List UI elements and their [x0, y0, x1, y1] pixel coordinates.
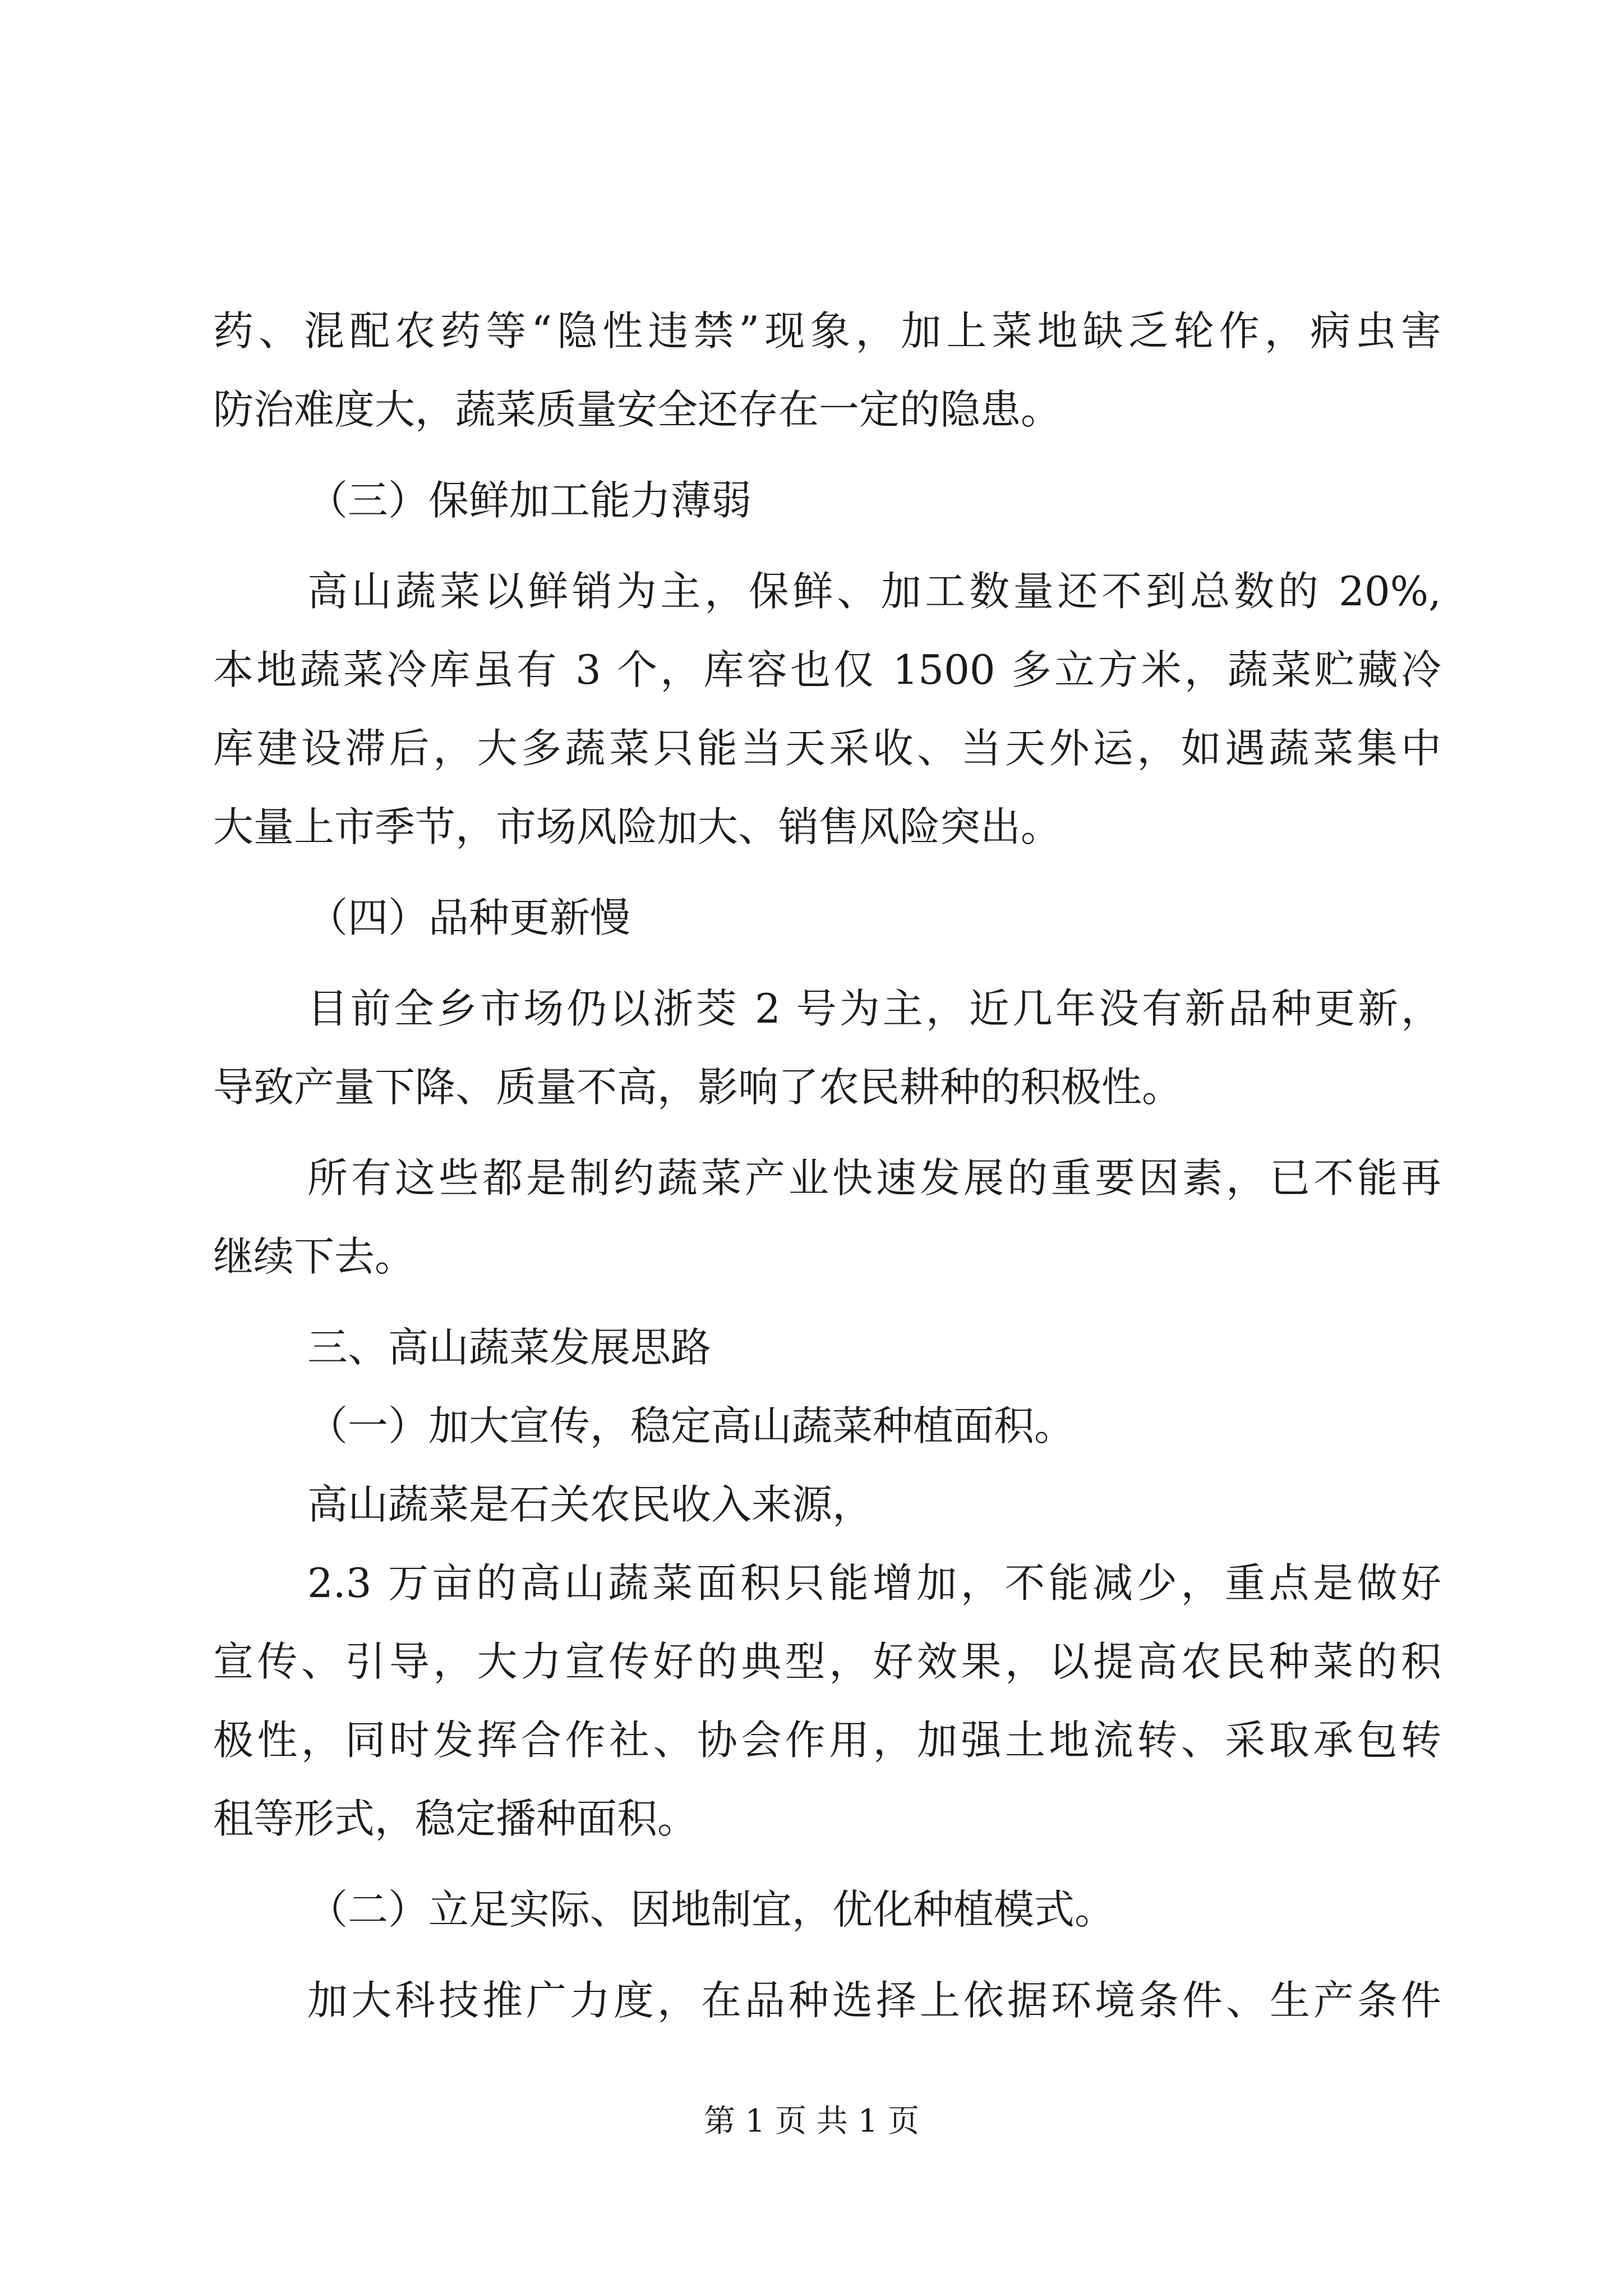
text-line: 防治难度大，蔬菜质量安全还存在一定的隐患。 — [213, 386, 1062, 433]
text-line: 本地蔬菜冷库虽有 3 个，库容也仅 1500 多立方米，蔬菜贮藏冷 — [213, 646, 1441, 693]
section-heading: （三）保鲜加工能力薄弱 — [307, 477, 752, 524]
section-heading: 三、高山蔬菜发展思路 — [307, 1324, 712, 1371]
text-line: 药、混配农药等“隐性违禁”现象，加上菜地缺乏轮作，病虫害 — [213, 307, 1441, 355]
text-line: 2.3 万亩的高山蔬菜面积只能增加，不能减少，重点是做好 — [307, 1559, 1441, 1607]
section-heading: （一）加大宣传，稳定高山蔬菜种植面积。 — [307, 1402, 1075, 1450]
page-footer — [0, 2099, 1623, 2144]
text-line: 租等形式，稳定播种面积。 — [213, 1795, 698, 1842]
text-line: 库建设滞后，大多蔬菜只能当天采收、当天外运，如遇蔬菜集中 — [213, 725, 1441, 772]
document-body — [213, 292, 1441, 2040]
text-line: 继续下去。 — [213, 1233, 416, 1280]
text-line: 宣传、引导，大力宣传好的典型，好效果，以提高农民种菜的积 — [213, 1638, 1441, 1685]
text-line: 导致产量下降、质量不高，影响了农民耕种的积极性。 — [213, 1064, 1183, 1111]
section-heading: （四）品种更新慢 — [307, 894, 631, 941]
text-line: 大量上市季节，市场风险加大、销售风险突出。 — [213, 803, 1062, 850]
page-number: 第 1 页 共 1 页 — [703, 2103, 920, 2139]
text-line: 加大科技推广力度，在品种选择上依据环境条件、生产条件 — [307, 1977, 1441, 2024]
text-line: 极性，同时发挥合作社、协会作用，加强土地流转、采取承包转 — [213, 1717, 1441, 1764]
text-line: 目前全乡市场仍以浙茭 2 号为主，近几年没有新品种更新， — [307, 985, 1441, 1032]
text-line: 所有这些都是制约蔬菜产业快速发展的重要因素，已不能再 — [307, 1154, 1441, 1202]
text-line: 高山蔬菜以鲜销为主，保鲜、加工数量还不到总数的 20%, — [307, 568, 1441, 615]
text-line: 高山蔬菜是石关农民收入来源， — [307, 1481, 873, 1528]
section-heading: （二）立足实际、因地制宜，优化种植模式。 — [307, 1886, 1115, 1933]
